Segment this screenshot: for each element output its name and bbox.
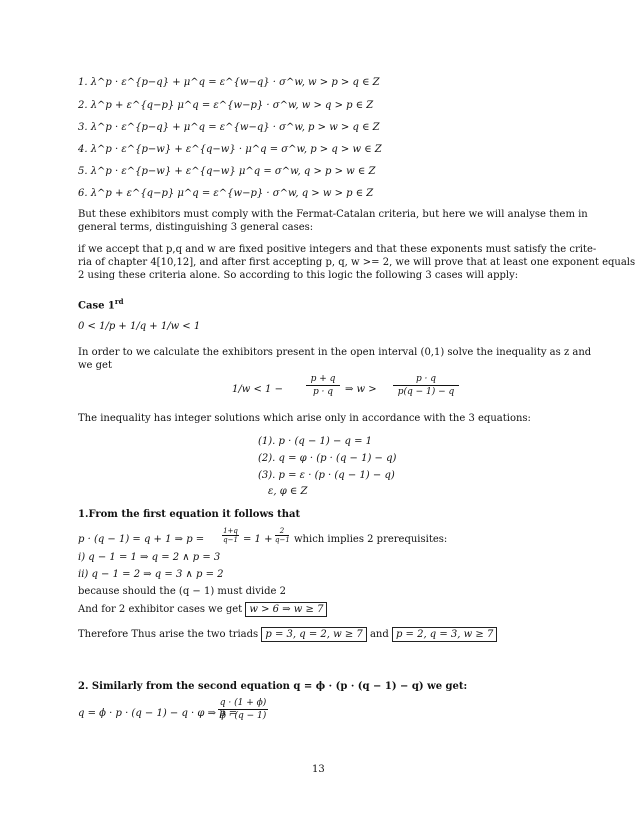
case-heading: Case 1rd bbox=[78, 297, 124, 312]
system-equation-2: (2). q = φ · (p · (q − 1) − q) bbox=[258, 453, 397, 464]
paragraph-line: general terms, distinguishing 3 general cases: bbox=[78, 222, 314, 233]
paragraph-line: we get bbox=[78, 360, 112, 371]
fraction: p · q p(q − 1) − q bbox=[393, 373, 459, 398]
inequality: 0 < 1/p + 1/q + 1/w < 1 bbox=[78, 321, 201, 332]
small-fraction: 2 q−1 bbox=[275, 527, 290, 544]
paragraph-line: ria of chapter 4[10,12], and after first accepting p, q, w >= 2, we will prove that at least one exponent equals bbox=[78, 257, 636, 268]
boxed-triad-1: p = 3, q = 2, w ≥ 7 bbox=[261, 627, 366, 642]
sec1-eq-mid: = 1 + bbox=[243, 534, 273, 545]
paragraph-line: In order to we calculate the exhibitors present in the open interval (0,1) solve the inequality as z and bbox=[78, 347, 592, 358]
prerequisite-2: ii) q − 1 = 2 ⇒ q = 3 ∧ p = 2 bbox=[78, 569, 224, 580]
paragraph-line: 2 using these criteria alone. So according to this logic the following 3 cases will apply: bbox=[78, 270, 519, 281]
section-heading: 1.From the first equation it follows that bbox=[78, 509, 301, 520]
fraction: q · (1 + ϕ) ϕ · (q − 1) bbox=[219, 698, 267, 721]
sec1-eq-post: which implies 2 prerequisites: bbox=[294, 534, 448, 545]
triads-line: Therefore Thus arise the two triads p = 3, q = 2, w ≥ 7 and p = 2, q = 3, w ≥ 7 bbox=[78, 628, 497, 641]
small-fraction: 1+q q−1 bbox=[223, 527, 238, 544]
sec2-eq-pre: q = ϕ · p · (q − 1) − q · φ ⇒ p = bbox=[78, 708, 238, 719]
section-heading: 2. Similarly from the second equation q = ϕ · (p · (q − 1) − q) we get: bbox=[78, 681, 468, 692]
equation-6: 6. λ^p + ε^{q−p} μ^q = ε^{w−p} · σ^w, q > w > p ∈ Z bbox=[78, 188, 374, 199]
equation-1: 1. λ^p · ε^{p−q} + μ^q = ε^{w−q} · σ^w, w > p > q ∈ Z bbox=[78, 77, 380, 88]
display-left: 1/w < 1 − bbox=[232, 384, 283, 395]
fraction: p + q p · q bbox=[306, 373, 340, 398]
display-mid: ⇒ w > bbox=[345, 384, 377, 395]
system-equation-3: (3). p = ε · (p · (q − 1) − q) bbox=[258, 470, 395, 481]
equation-3: 3. λ^p · ε^{p−q} + μ^q = ε^{w−q} · σ^w, p > w > q ∈ Z bbox=[78, 122, 380, 133]
equation-4: 4. λ^p · ε^{p−w} + ε^{q−w} · μ^q = σ^w, p > q > w ∈ Z bbox=[78, 144, 382, 155]
divide-note: because should the (q − 1) must divide 2 bbox=[78, 586, 286, 597]
boxed-result: w > 6 ⇒ w ≥ 7 bbox=[245, 602, 327, 617]
prerequisite-1: i) q − 1 = 1 ⇒ q = 2 ∧ p = 3 bbox=[78, 552, 221, 563]
boxed-triad-2: p = 2, q = 3, w ≥ 7 bbox=[392, 627, 497, 642]
equation-5: 5. λ^p · ε^{p−w} + ε^{q−w} μ^q = σ^w, q > p > w ∈ Z bbox=[78, 166, 376, 177]
paragraph-line: if we accept that p,q and w are fixed positive integers and that these exponents must satisfy the crite- bbox=[78, 244, 597, 255]
page-number: 13 bbox=[312, 764, 325, 775]
paragraph-line: The inequality has integer solutions which arise only in accordance with the 3 equations: bbox=[78, 413, 531, 424]
equation-2: 2. λ^p + ε^{q−p} μ^q = ε^{w−p} · σ^w, w > q > p ∈ Z bbox=[78, 100, 374, 111]
two-cases-line: And for 2 exhibitor cases we get w > 6 ⇒ w ≥ 7 bbox=[78, 603, 327, 616]
system-domain: ε, φ ∈ Z bbox=[268, 486, 308, 497]
paragraph-line: But these exhibitors must comply with the Fermat-Catalan criteria, but here we will analyse them in bbox=[78, 209, 588, 220]
system-equation-1: (1). p · (q − 1) − q = 1 bbox=[258, 436, 372, 447]
sec1-eq-pre: p · (q − 1) = q + 1 ⇒ p = bbox=[78, 534, 205, 545]
